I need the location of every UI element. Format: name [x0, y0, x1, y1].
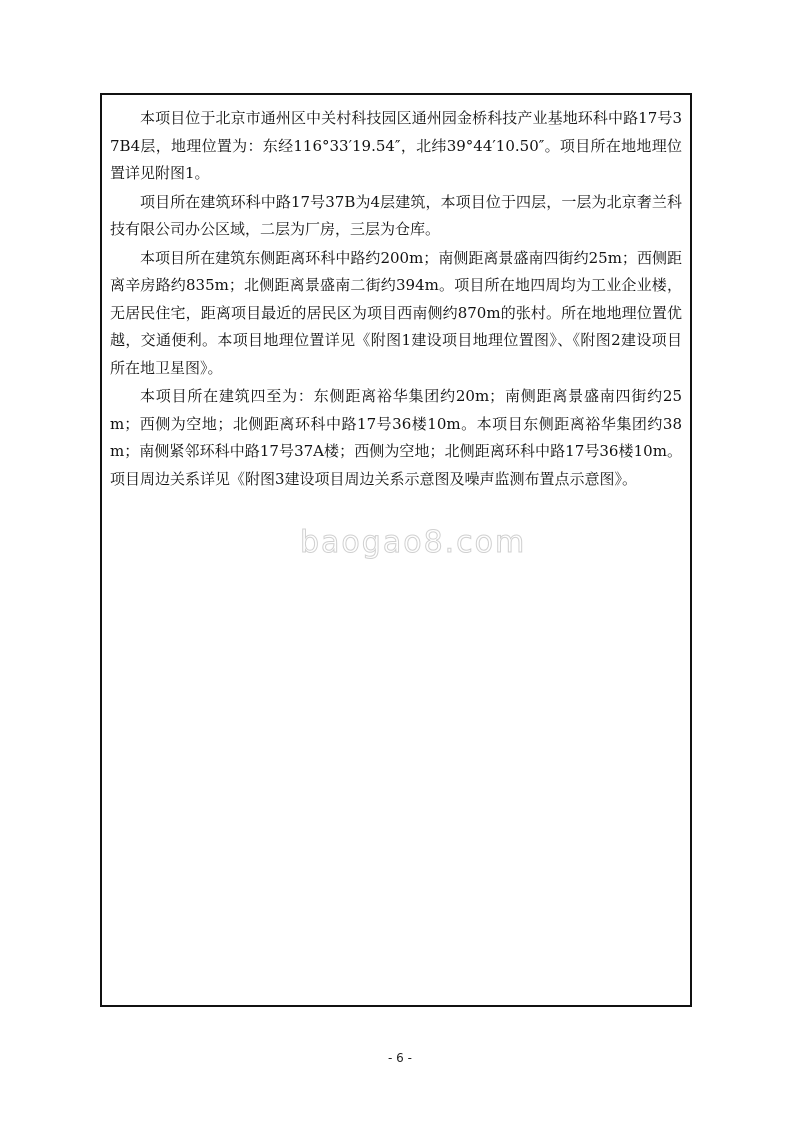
- paragraph-surroundings: 本项目所在建筑东侧距离环科中路约200m；南侧距离景盛南四街约25m；西侧距离辛房路约835m；北侧距离景盛南二街约394m。项目所在地四周均为工业企业楼，无居民住宅，距离项目最近的居民区为项目西南侧约870m的张村。所在地地理位置优越，交通便利。本项目地理位置详见《附图1建设项目地理位置图》、《附图2建设项目所在地卫星图》。: [110, 248, 682, 377]
- document-body: [110, 105, 682, 494]
- page-number: - 6 -: [388, 1051, 412, 1065]
- paragraph-location: 本项目位于北京市通州区中关村科技园区通州园金桥科技产业基地环科中路17号37B4层，地理位置为：东经116°33′19.54″，北纬39°44′10.50″。项目所在地地理位置详见附图1。: [110, 109, 682, 182]
- watermark: baogao8.com: [300, 525, 527, 560]
- paragraph-building: 项目所在建筑环科中路17号37B为4层建筑，本项目位于四层，一层为北京奢兰科技有限公司办公区域，二层为厂房，三层为仓库。: [110, 192, 682, 238]
- paragraph-boundaries: 本项目所在建筑四至为：东侧距离裕华集团约20m；南侧距离景盛南四街约25m；西侧为空地；北侧距离环科中路17号36楼10m。本项目东侧距离裕华集团约38m；南侧紧邻环科中路17号37A楼；西侧为空地；北侧距离环科中路17号36楼10m。项目周边关系详见《附图3建设项目周边关系示意图及噪声监测布置点示意图》。: [110, 387, 682, 488]
- document-frame: [100, 93, 692, 1007]
